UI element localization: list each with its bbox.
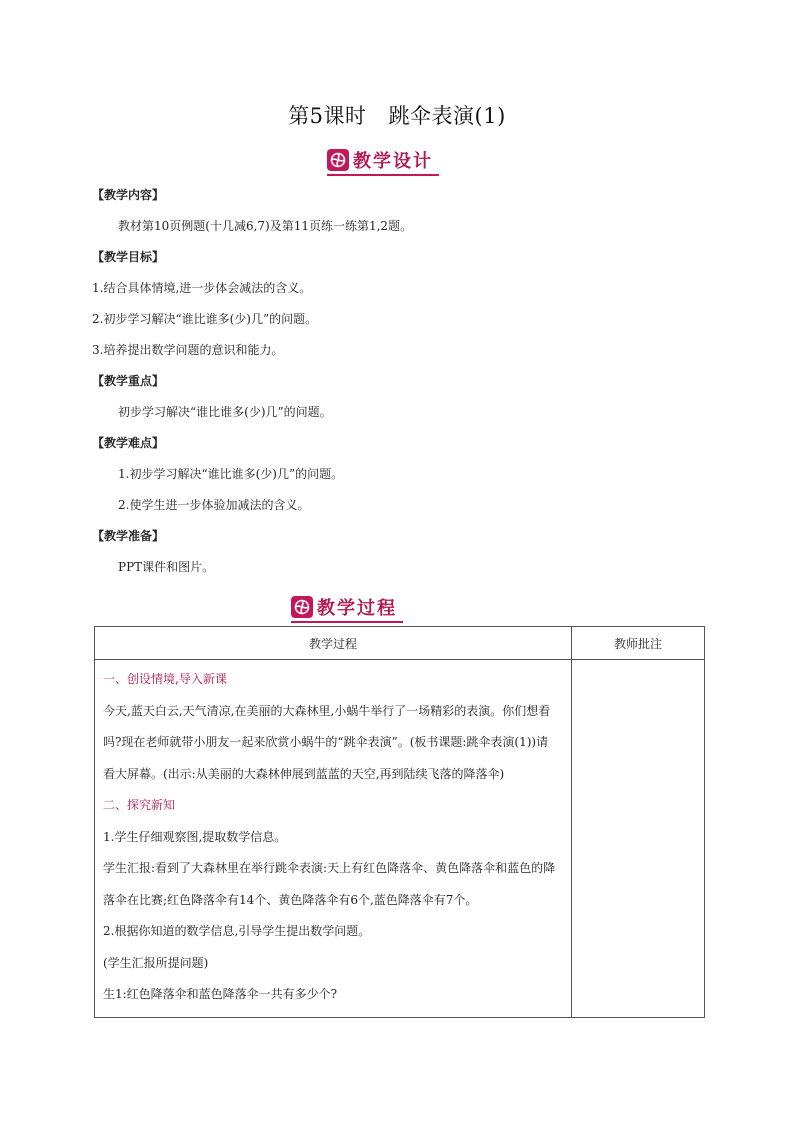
content-heading: 【教学内容】 — [92, 188, 165, 202]
banner-label: 教学过程 — [317, 598, 397, 619]
process-text-line: (学生汇报所提问题) — [103, 955, 209, 970]
process-section-heading: 二、探究新知 — [103, 798, 176, 812]
difficulty-item: 2.使学生进一步体验加减法的含义。 — [118, 498, 310, 512]
process-table — [94, 626, 705, 1018]
prep-heading: 【教学准备】 — [92, 529, 165, 543]
page-title — [0, 100, 794, 130]
process-section-heading: 一、创设情境,导入新课 — [103, 672, 227, 686]
process-text-line: 1.学生仔细观察图,提取数学信息。 — [103, 829, 287, 844]
header-process: 教学过程 — [95, 627, 572, 660]
difficulty-item: 1.初步学习解决“谁比谁多(少)几”的问题。 — [118, 467, 344, 481]
process-lines — [103, 664, 563, 1011]
teacher-notes-cell — [572, 660, 705, 1018]
prep-text: PPT课件和图片。 — [118, 560, 215, 574]
table-header-row — [95, 627, 705, 660]
lesson-name: 跳伞表演(1) — [388, 104, 506, 128]
swirl-logo-icon — [327, 149, 349, 171]
banner-label: 教学设计 — [353, 151, 433, 172]
key-text: 初步学习解决“谁比谁多(少)几”的问题。 — [118, 405, 332, 419]
key-heading: 【教学重点】 — [92, 374, 165, 388]
teaching-process-banner — [291, 594, 397, 620]
teaching-design-banner — [327, 147, 433, 173]
process-text-line: 吗?现在老师就带小朋友一起来欣赏小蜗牛的“跳伞表演”。(板书课题:跳伞表演(1))请 — [103, 735, 549, 749]
goal-item: 3.培养提出数学问题的意识和能力。 — [92, 343, 284, 357]
lesson-number: 第5课时 — [288, 104, 367, 128]
content-text: 教材第10页例题(十几减6,7)及第11页练一练第1,2题。 — [118, 219, 413, 233]
process-text-line: 看大屏幕。(出示:从美丽的大森林伸展到蓝蓝的天空,再到陆续飞落的降落伞) — [103, 766, 505, 781]
goals-heading: 【教学目标】 — [92, 250, 165, 264]
goal-item: 1.结合具体情境,进一步体会减法的含义。 — [92, 281, 312, 295]
process-text-line: 生1:红色降落伞和蓝色降落伞一共有多少个? — [103, 987, 338, 1001]
table-row — [95, 660, 705, 1018]
process-text-line: 今天,蓝天白云,天气清凉,在美丽的大森林里,小蜗牛举行了一场精彩的表演。你们想看 — [103, 703, 551, 718]
header-teacher-notes: 教师批注 — [572, 627, 705, 660]
swirl-logo-icon — [291, 596, 313, 618]
process-text-line: 学生汇报:看到了大森林里在举行跳伞表演:天上有红色降落伞、黄色降落伞和蓝色的降 — [103, 861, 556, 875]
process-text-line: 落伞在比赛;红色降落伞有14个、黄色降落伞有6个,蓝色降落伞有7个。 — [103, 892, 478, 907]
difficulty-heading: 【教学难点】 — [92, 436, 165, 450]
banner-underline — [291, 621, 403, 623]
banner-underline — [327, 174, 439, 176]
process-text-line: 2.根据你知道的数学信息,引导学生提出数学问题。 — [103, 924, 371, 938]
process-cell — [95, 660, 572, 1018]
goal-item: 2.初步学习解决“谁比谁多(少)几”的问题。 — [92, 312, 318, 326]
